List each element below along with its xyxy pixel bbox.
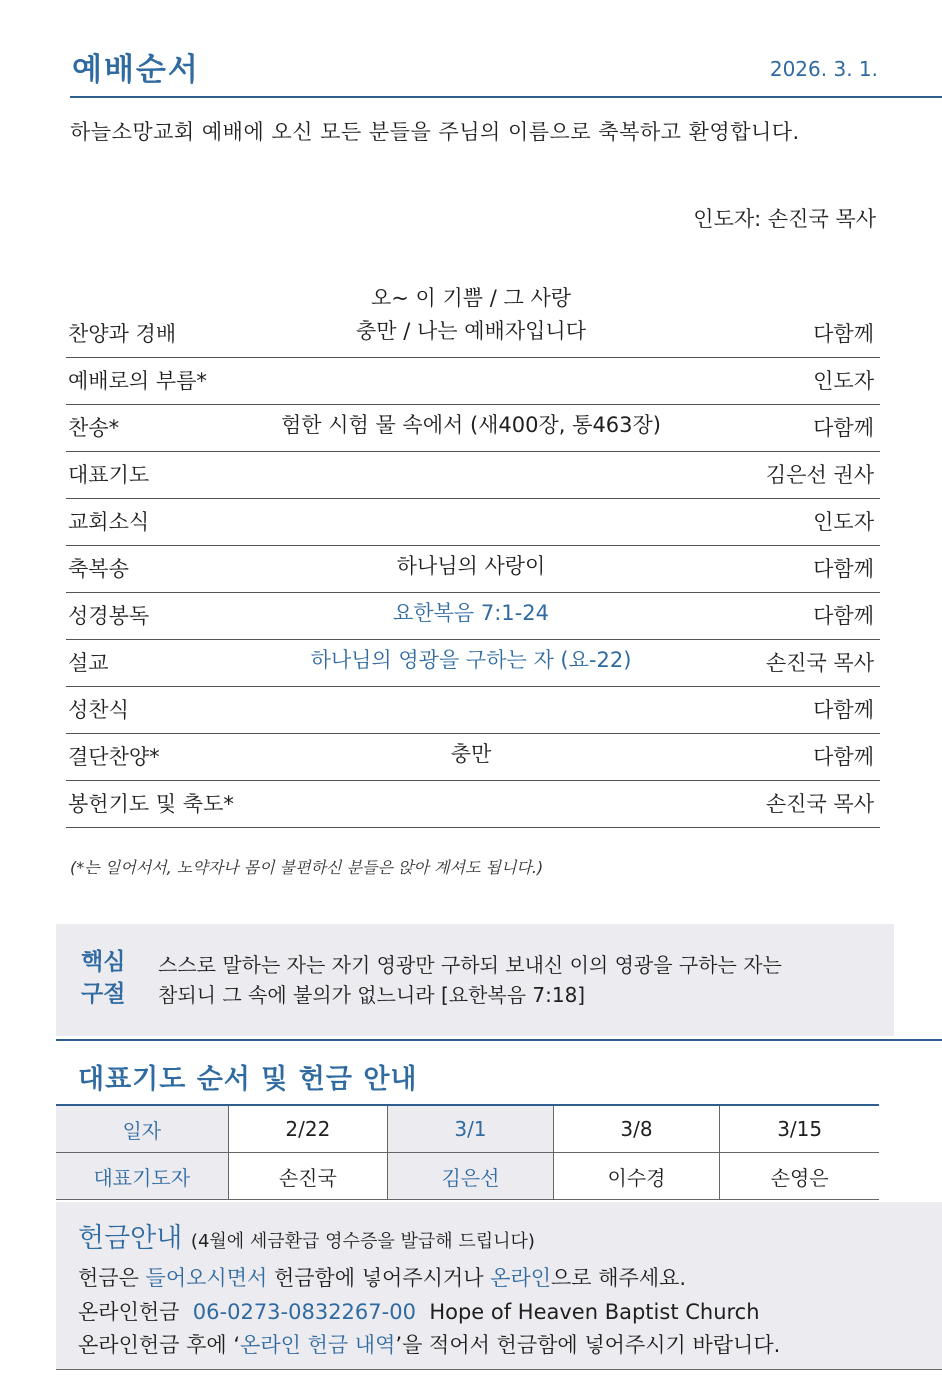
order-person: 다함께 — [813, 557, 874, 581]
order-row — [66, 640, 880, 687]
order-detail: 험한 시험 물 속에서 (새400장, 통463장) — [280, 413, 662, 437]
order-item: 설교 — [68, 651, 109, 675]
order-person: 다함께 — [813, 322, 874, 346]
header-divider — [70, 96, 942, 98]
service-date: 2026. 3. 1. — [769, 57, 878, 81]
schedule-date-row — [56, 1105, 879, 1153]
order-item: 봉헌기도 및 축도* — [68, 792, 234, 816]
order-detail: 요한복음 7:1-24 — [393, 601, 549, 625]
account-name: Hope of Heaven Baptist Church — [429, 1300, 760, 1324]
order-person: 다함께 — [813, 416, 874, 440]
order-item: 결단찬양* — [68, 745, 160, 769]
offering-info — [56, 1202, 942, 1369]
offering-line-3: 온라인헌금 후에 ‘온라인 헌금 내역’을 적어서 헌금함에 넣어주시기 바랍니다. — [78, 1333, 781, 1357]
schedule-date: 2/22 — [228, 1105, 388, 1153]
order-row — [66, 734, 880, 781]
order-person: 손진국 목사 — [765, 651, 874, 675]
key-verse-box — [56, 924, 894, 1036]
page-title: 예배순서 — [72, 52, 200, 88]
order-row — [66, 781, 880, 828]
order-row — [66, 687, 880, 734]
standing-note: (*는 일어서서, 노약자나 몸이 불편하신 분들은 앉아 계셔도 됩니다.) — [70, 858, 544, 877]
offering-line-1: 헌금은 들어오시면서 헌금함에 넣어주시거나 온라인으로 해주세요. — [78, 1266, 687, 1290]
order-item: 성경봉독 — [68, 604, 150, 628]
order-detail: 충만 — [450, 742, 492, 766]
welcome-message: 하늘소망교회 예배에 오신 모든 분들을 주님의 이름으로 축복하고 환영합니다. — [70, 120, 800, 144]
account-number: 06-0273-0832267-00 — [192, 1300, 416, 1324]
order-row — [66, 546, 880, 593]
order-item: 성찬식 — [68, 698, 129, 722]
order-item: 대표기도 — [68, 463, 150, 487]
order-detail: 하나님의 사랑이 — [396, 554, 546, 578]
order-row — [66, 358, 880, 405]
order-row — [66, 452, 880, 499]
order-item: 찬송* — [68, 416, 120, 440]
order-item: 축복송 — [68, 557, 129, 581]
worship-leader: 인도자: 손진국 목사 — [693, 207, 876, 231]
order-row — [66, 499, 880, 546]
schedule-date: 3/15 — [720, 1105, 879, 1153]
order-person: 인도자 — [813, 369, 874, 393]
key-verse-text: 스스로 말하는 자는 자기 영광만 구하되 보내신 이의 영광을 구하는 자는 참되니 그 속에 불의가 없느니라 [요한복음 7:18] — [158, 953, 782, 1007]
schedule-leader: 손영은 — [720, 1153, 879, 1200]
prayer-schedule-table — [56, 1104, 879, 1200]
date-header: 일자 — [56, 1105, 228, 1153]
schedule-date: 3/1 — [388, 1105, 554, 1153]
section-divider — [56, 1039, 942, 1041]
order-detail: 오~ 이 기쁨 / 그 사랑 충만 / 나는 예배자입니다 — [356, 286, 586, 343]
schedule-leader: 손진국 — [228, 1153, 388, 1200]
schedule-date: 3/8 — [553, 1105, 720, 1153]
schedule-leader-row — [56, 1153, 879, 1200]
offering-line-2: 온라인헌금 06-0273-0832267-00 Hope of Heaven Baptist Church — [78, 1300, 760, 1324]
order-row — [66, 405, 880, 452]
order-detail: 하나님의 영광을 구하는 자 (요-22) — [310, 648, 632, 672]
order-row — [66, 593, 880, 640]
order-person: 다함께 — [813, 604, 874, 628]
order-of-service — [66, 282, 880, 828]
order-person: 다함께 — [813, 745, 874, 769]
order-item: 교회소식 — [68, 510, 150, 534]
schedule-leader: 김은선 — [388, 1153, 554, 1200]
order-item: 예배로의 부름* — [68, 369, 207, 393]
offering-heading: 헌금안내 (4월에 세금환급 영수증을 발급해 드립니다) — [78, 1223, 535, 1254]
order-person: 다함께 — [813, 698, 874, 722]
order-person: 인도자 — [813, 510, 874, 534]
leader-header: 대표기도자 — [56, 1153, 228, 1200]
order-row — [66, 282, 880, 358]
section-title: 대표기도 순서 및 헌금 안내 — [78, 1064, 418, 1095]
order-person: 손진국 목사 — [765, 792, 874, 816]
schedule-leader: 이수경 — [553, 1153, 720, 1200]
order-item: 찬양과 경배 — [68, 322, 177, 346]
order-person: 김은선 권사 — [765, 463, 874, 487]
offering-divider — [56, 1369, 942, 1370]
key-verse-label: 핵심 구절 — [81, 949, 126, 1007]
